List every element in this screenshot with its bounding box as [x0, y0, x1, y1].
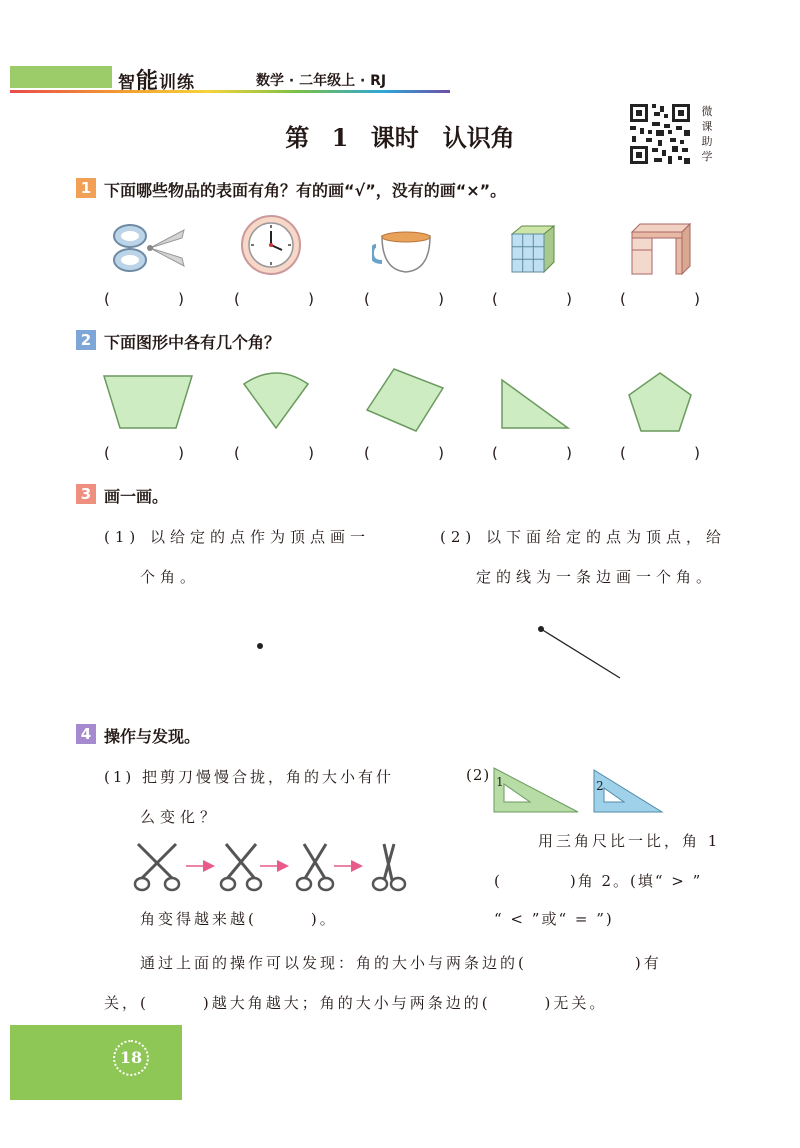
answer-blank[interactable]	[364, 444, 444, 462]
answer-blank[interactable]	[492, 444, 572, 462]
qr-label-char: 学	[701, 150, 713, 163]
question-number-1: 1	[76, 178, 96, 198]
triangle-1-label: 1	[496, 775, 504, 789]
blank-close: )	[178, 444, 184, 462]
triangle-2-label: 2	[596, 779, 604, 793]
blank-close: )	[178, 290, 184, 308]
header-rainbow-line	[10, 90, 450, 93]
answer-blank[interactable]	[234, 290, 314, 308]
question-2-prompt: 下面图形中各有几个角？	[104, 333, 281, 352]
blank-close: )	[308, 444, 314, 462]
blank-open: (	[492, 290, 498, 308]
answer-blank[interactable]	[620, 290, 700, 308]
page-number: 18	[113, 1040, 149, 1076]
brand-char-1: 智	[118, 73, 136, 93]
question-number-4: 4	[76, 724, 96, 744]
header-subtitle: 数学 · 二年级上 · RJ	[256, 73, 387, 89]
conclusion-line-2[interactable]: 关，( )越大角越大；角的大小与两条边的( )无关。	[104, 994, 608, 1012]
qr-label-char: 微	[701, 105, 713, 118]
question-3-part-2-line-1: (2) 以下面给定的点为顶点，给	[440, 528, 727, 546]
blank-open: (	[620, 444, 626, 462]
blank-close: )	[438, 444, 444, 462]
blank-close: )	[308, 290, 314, 308]
scissors-nearly-closed-icon	[373, 844, 405, 890]
page-title: 第 1 课时 认识角	[285, 123, 515, 152]
vertex-with-ray[interactable]	[534, 622, 624, 682]
answer-blank[interactable]	[492, 290, 572, 308]
scissors-open-wide-icon	[135, 844, 179, 890]
answer-blank[interactable]	[104, 290, 184, 308]
blank-open: (	[364, 444, 370, 462]
clock-icon	[240, 214, 302, 276]
rubiks-cube-icon	[508, 224, 556, 274]
trapezoid-shape	[100, 372, 196, 432]
blank-open: (	[234, 444, 240, 462]
question-3-part-1-line-1: (1) 以给定的点作为顶点画一	[104, 528, 371, 546]
answer-blank[interactable]	[364, 290, 444, 308]
scissors-icon	[106, 218, 186, 278]
question-3-part-1-line-2: 个角。	[140, 568, 201, 586]
scissors-half-open-icon	[297, 844, 333, 890]
qr-code-icon[interactable]	[628, 102, 692, 166]
brand-char-2: 能	[136, 69, 160, 94]
blank-close: )	[694, 444, 700, 462]
question-4-part-2-line-2[interactable]: ( )角 2。(填“ > ”	[494, 872, 703, 890]
blank-close: )	[566, 290, 572, 308]
answer-blank[interactable]	[104, 444, 184, 462]
question-3-part-2-line-2: 定的线为一条边画一个角。	[476, 568, 717, 586]
blank-close: )	[694, 290, 700, 308]
blank-open: (	[104, 444, 110, 462]
question-4-part-2-label: (2)	[466, 766, 491, 784]
conclusion-line-1[interactable]: 通过上面的操作可以发现：角的大小与两条边的( )有	[140, 954, 662, 972]
qr-label-char: 课	[701, 120, 713, 133]
blank-close: )	[438, 290, 444, 308]
blank-open: (	[492, 444, 498, 462]
question-4-part-1-line-2: 么变化？	[140, 808, 221, 826]
answer-blank[interactable]	[620, 444, 700, 462]
scissors-closing-sequence	[132, 840, 412, 894]
blank-open: (	[234, 290, 240, 308]
question-4-part-1-answer[interactable]: 角变得越来越( )。	[140, 910, 338, 928]
blank-close: )	[566, 444, 572, 462]
question-number-2: 2	[76, 330, 96, 350]
sector-shape	[240, 370, 312, 432]
qr-label	[700, 104, 714, 164]
blank-open: (	[364, 290, 370, 308]
cup-icon	[372, 230, 438, 276]
question-3-prompt: 画一画。	[104, 487, 169, 506]
question-4-part-2-line-1: 用三角尺比一比，角 1	[538, 832, 721, 850]
blank-open: (	[104, 290, 110, 308]
vertex-point[interactable]	[254, 640, 266, 652]
scissors-open-icon	[221, 844, 261, 890]
triangle-ruler-1-icon	[492, 764, 582, 814]
question-1-prompt: 下面哪些物品的表面有角？有的画“√”，没有的画“×”。	[104, 181, 507, 200]
answer-blank[interactable]	[234, 444, 314, 462]
pentagon-shape	[626, 370, 694, 434]
blank-open: (	[620, 290, 626, 308]
question-4-part-1-line-1: (1) 把剪刀慢慢合拢，角的大小有什	[104, 768, 395, 786]
brand-logo	[118, 64, 195, 95]
question-4-part-2-line-3: “ < ”或“ = ”)	[494, 910, 614, 928]
desk-icon	[628, 222, 694, 276]
question-number-3: 3	[76, 484, 96, 504]
question-4-prompt: 操作与发现。	[104, 727, 201, 746]
qr-label-char: 助	[701, 135, 713, 148]
header-color-bar	[10, 66, 112, 88]
footer-color-block	[10, 1025, 182, 1100]
right-triangle-shape	[498, 376, 572, 432]
brand-char-3: 训练	[159, 73, 196, 93]
rhombus-shape	[364, 366, 446, 434]
triangle-ruler-2-icon	[592, 766, 664, 814]
